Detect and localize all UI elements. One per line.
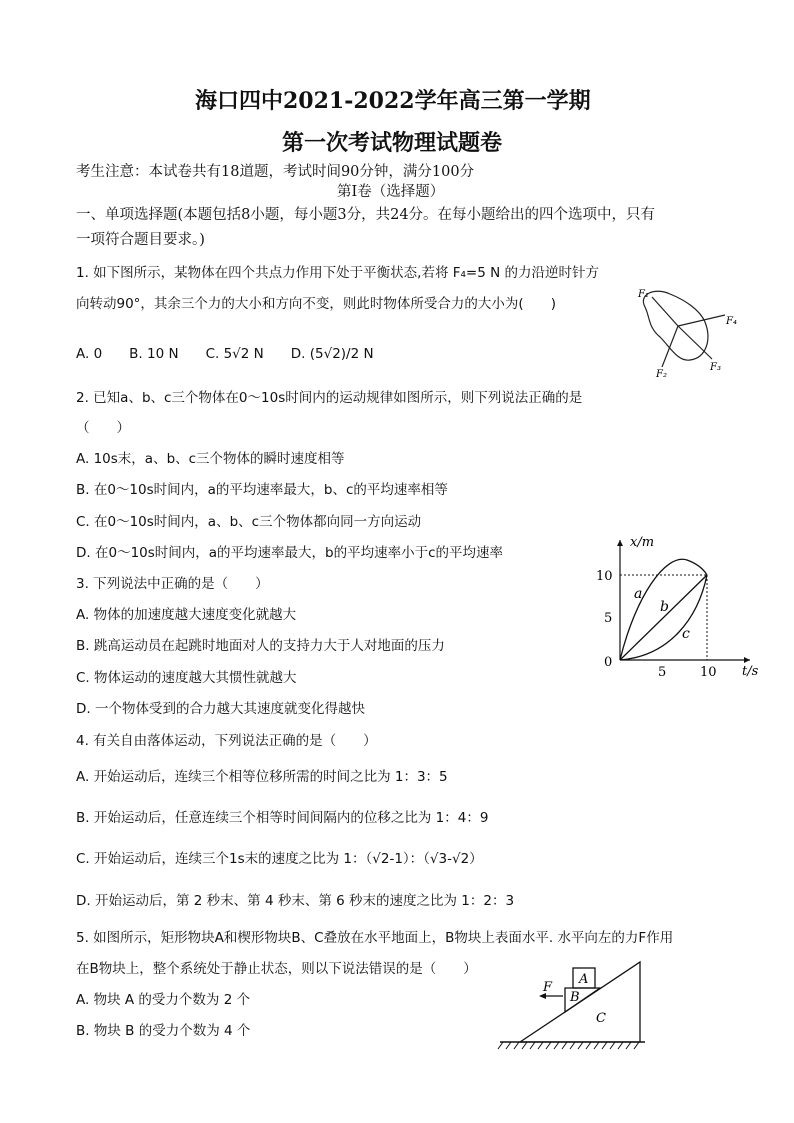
q1-stem-line2: 向转动90°，其余三个力的大小和方向不变，则此时物体所受合力的大小为( ): [76, 296, 556, 312]
graph-ylabel: x/m: [630, 535, 655, 550]
label-f1: F₁: [638, 289, 649, 300]
label-a: A: [579, 972, 589, 987]
label-b: B: [570, 990, 580, 1005]
q5-option-b: B. 物块 B 的受力个数为 4 个: [76, 1023, 251, 1039]
q2-xt-graph: [590, 528, 770, 688]
q3-option-b: B. 跳高运动员在起跳时地面对人的支持力大于人对地面的压力: [76, 638, 445, 654]
object-outline: [643, 291, 708, 360]
graph-xlabel: t/s: [742, 664, 759, 679]
ytick-5: 5: [604, 611, 613, 626]
q2-stem: 2. 已知a、b、c三个物体在0～10s时间内的运动规律如图所示，则下列说法正确的是: [76, 390, 583, 406]
q5-option-a: A. 物块 A 的受力个数为 2 个: [76, 992, 251, 1008]
exam-notice: 考生注意：本试卷共有18道题，考试时间90分钟，满分100分: [76, 164, 475, 180]
part-heading: 第Ⅰ卷（选择题）: [337, 184, 445, 200]
q4-stem: 4. 有关自由落体运动，下列说法正确的是（ ）: [76, 733, 377, 749]
section-heading-line1: 一、单项选择题(本题包括8小题，每小题3分，共24分。在每小题给出的四个选项中，只有: [76, 207, 656, 223]
curve-label-c: c: [682, 626, 690, 642]
ytick-10: 10: [596, 569, 613, 584]
q5-stem-line1: 5. 如图所示，矩形物块A和楔形物块B、C叠放在水平地面上，B物块上表面水平. 水平向左的力F作用: [76, 930, 674, 946]
q2-option-c: C. 在0～10s时间内，a、b、c三个物体都向同一方向运动: [76, 514, 422, 530]
q4-option-d: D. 开始运动后，第 2 秒末、第 4 秒末、第 6 秒末的速度之比为 1：2：3: [76, 893, 515, 909]
q1-stem-line1: 1. 如下图所示，某物体在四个共点力作用下处于平衡状态,若将 F₄=5 N 的力沿逆时针方: [76, 265, 600, 281]
q3-option-d: D. 一个物体受到的合力越大其速度就变化得越快: [76, 701, 365, 717]
q3-stem: 3. 下列说法中正确的是（ ）: [76, 576, 269, 592]
q1-force-figure: [630, 282, 750, 380]
q2-paren: （ ）: [76, 420, 130, 436]
xtick-5: 5: [658, 665, 667, 680]
curve-label-a: a: [634, 586, 643, 602]
q3-option-a: A. 物体的加速度越大速度变化就越大: [76, 607, 297, 623]
q2-option-d: D. 在0～10s时间内，a的平均速率最大，b的平均速率小于c的平均速率: [76, 545, 504, 561]
q4-option-a: A. 开始运动后，连续三个相等位移所需的时间之比为 1：3：5: [76, 769, 448, 785]
label-f4: F₄: [726, 316, 737, 327]
xtick-10: 10: [700, 665, 717, 680]
q5-block-figure: [495, 956, 655, 1056]
q2-option-a: A. 10s末，a、b、c三个物体的瞬时速度相等: [76, 451, 345, 467]
page-title: 海口四中2021-2022学年高三第一学期: [195, 88, 591, 114]
q4-option-c: C. 开始运动后，连续三个1s末的速度之比为 1：（√2-1）：（√3-√2）: [76, 851, 483, 867]
q3-option-c: C. 物体运动的速度越大其惯性就越大: [76, 670, 297, 686]
label-f3: F₃: [710, 362, 721, 373]
section-heading-line2: 一项符合题目要求。): [76, 232, 205, 248]
q1-options: A. 0 B. 10 N C. 5√2 N D. (5√2)/2 N: [76, 346, 374, 362]
label-c: C: [596, 1011, 606, 1026]
label-f: F: [543, 980, 553, 995]
graph-origin: 0: [604, 655, 613, 670]
q2-option-b: B. 在0～10s时间内，a的平均速率最大，b、c的平均速率相等: [76, 482, 448, 498]
page-subtitle: 第一次考试物理试题卷: [282, 130, 503, 156]
curve-label-b: b: [660, 599, 669, 615]
q5-stem-line2: 在B物块上，整个系统处于静止状态，则以下说法错误的是（ ）: [76, 961, 477, 977]
q4-option-b: B. 开始运动后，任意连续三个相等时间间隔内的位移之比为 1：4：9: [76, 810, 489, 826]
label-f2: F₂: [656, 369, 667, 380]
